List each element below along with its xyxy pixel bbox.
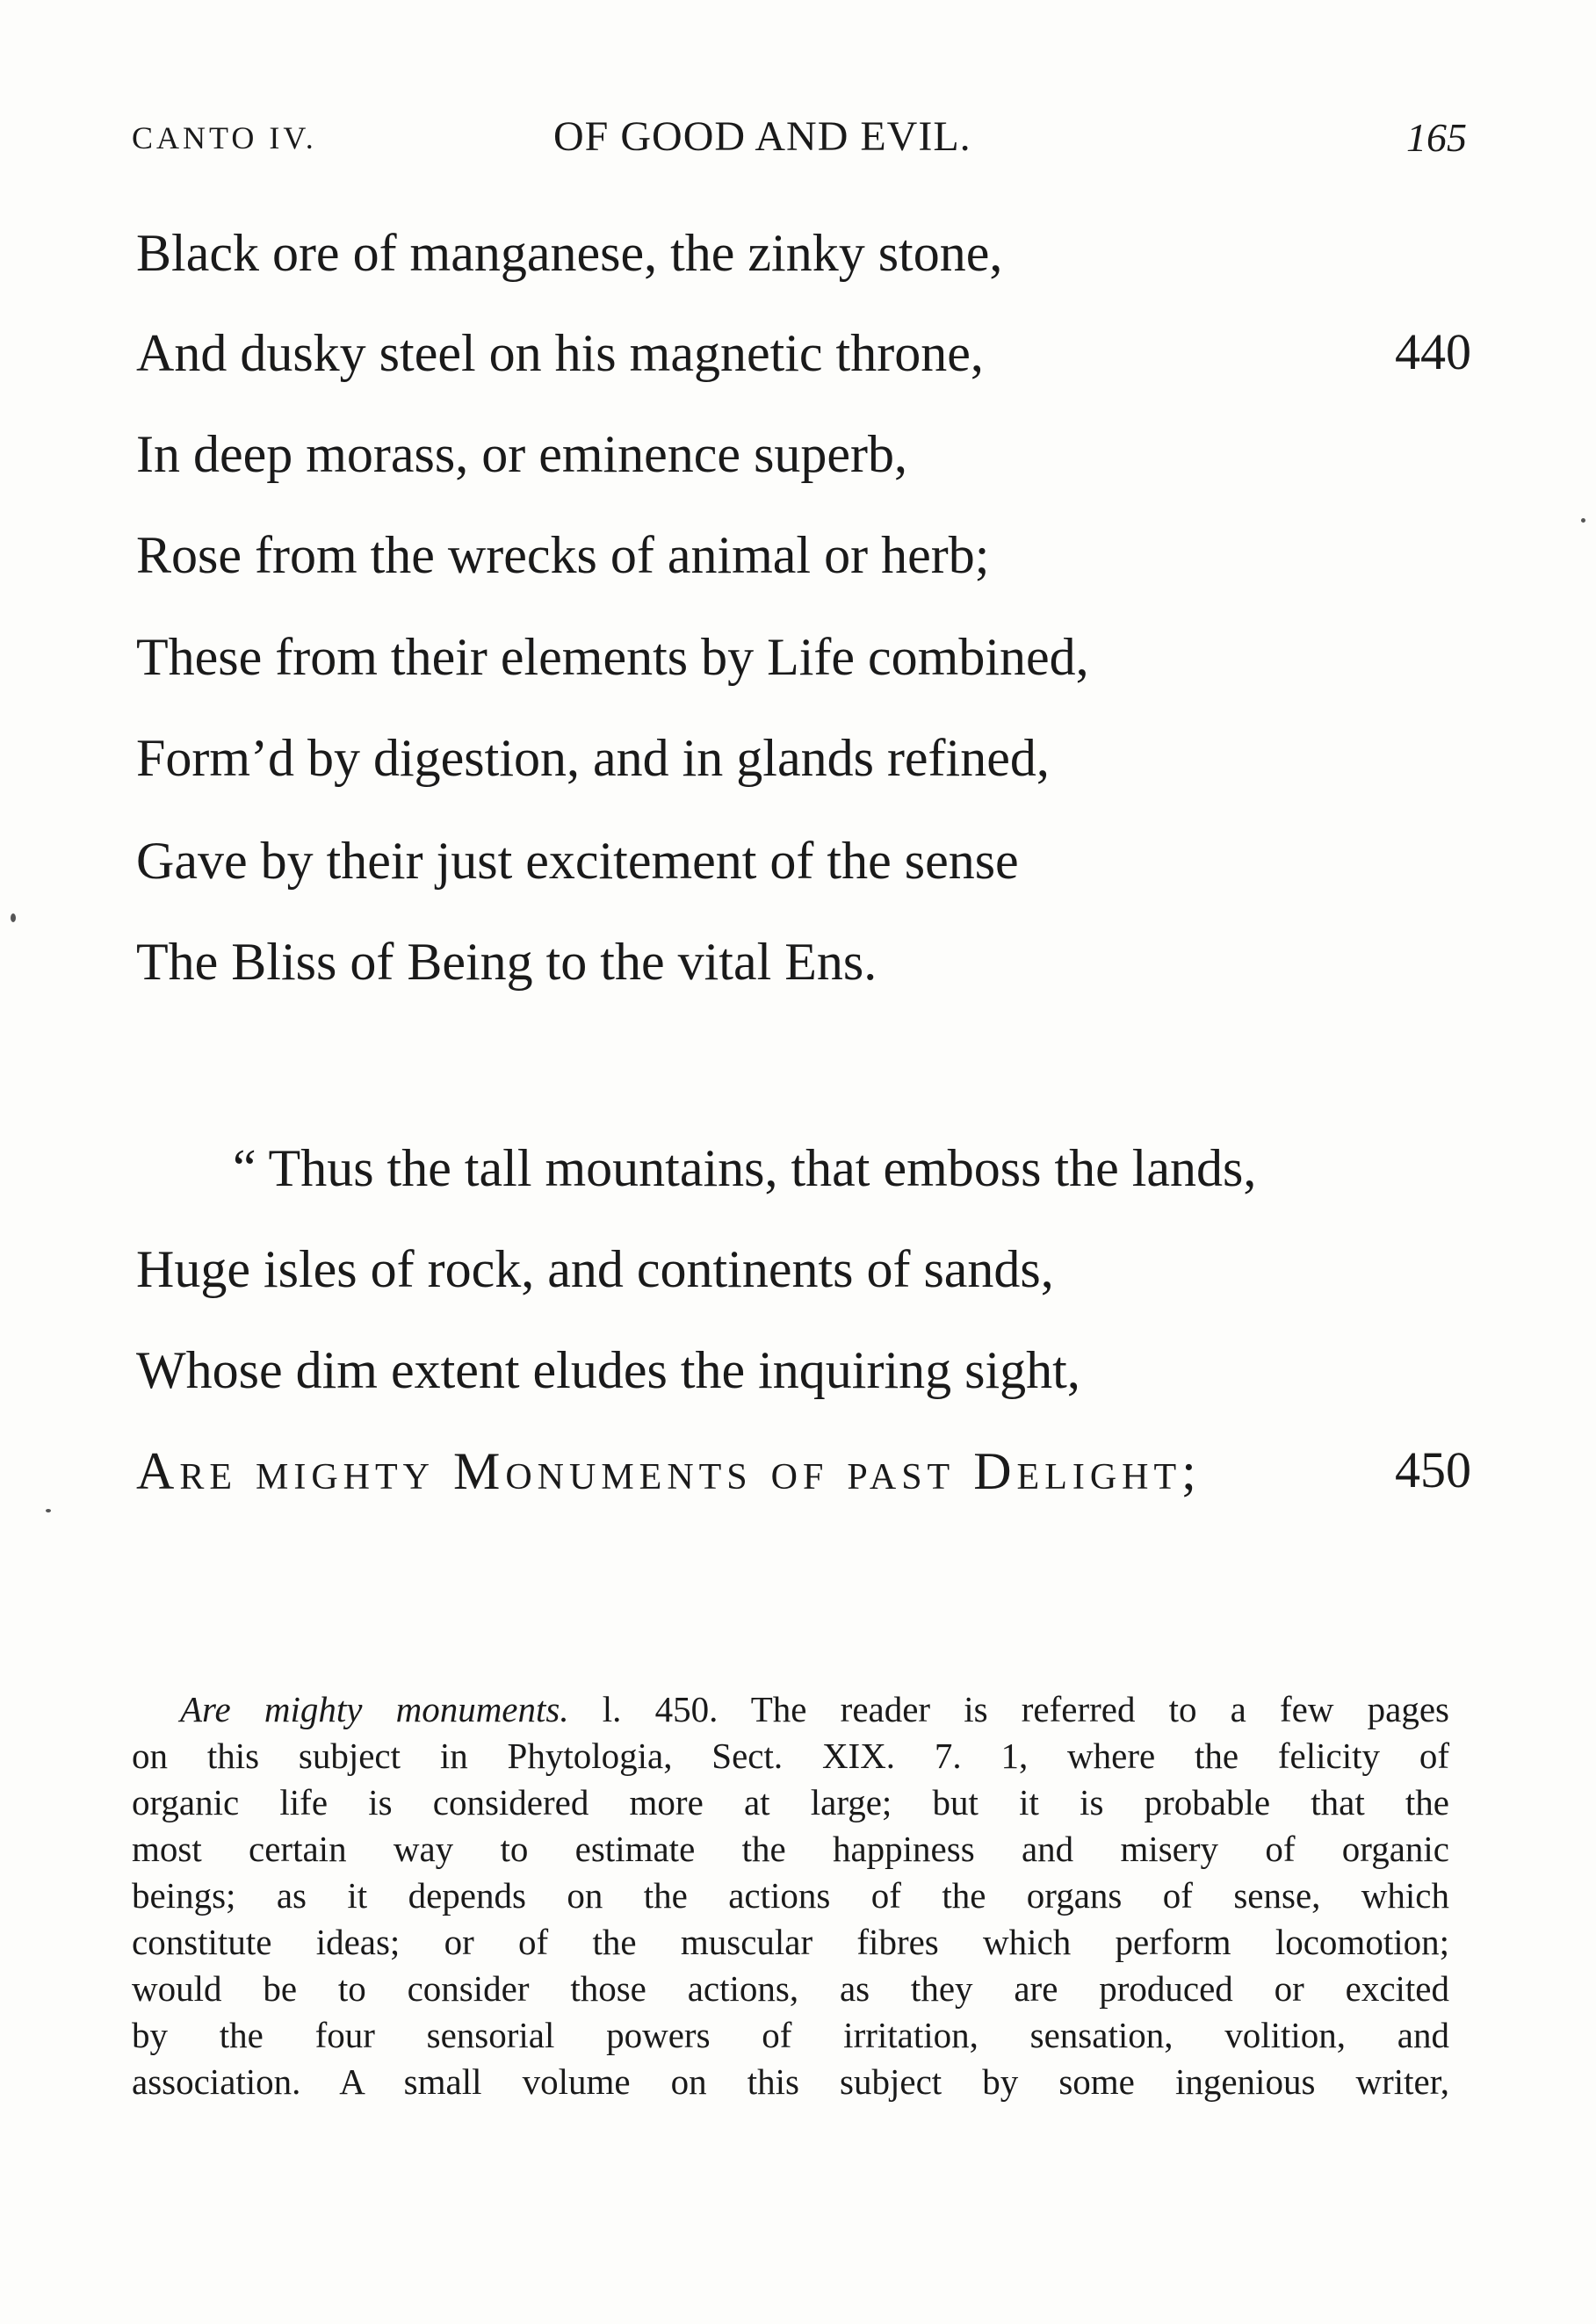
verse-text: Are mighty Monuments of past Delight; xyxy=(136,1442,1202,1500)
verse-line xyxy=(136,1240,1471,1298)
verse-text: Black ore of manganese, the zinky stone, xyxy=(136,224,1003,282)
paper-speck xyxy=(46,1509,51,1512)
verse-text: Huge isles of rock, and continents of sands, xyxy=(136,1240,1054,1298)
footnote-line: association. A small volume on this subject by some ingenious writer, xyxy=(132,2061,1449,2102)
canto-label: CANTO IV. xyxy=(132,120,317,155)
footnote-line xyxy=(132,1686,1449,1733)
footnote-line: would be to consider those actions, as they are produced or excited xyxy=(132,1968,1449,2009)
verse-line xyxy=(136,832,1471,890)
verse-text: These from their elements by Life combined, xyxy=(136,628,1089,686)
verse-text: And dusky steel on his magnetic throne, xyxy=(136,324,984,382)
verse-line xyxy=(136,323,1471,382)
verse-line xyxy=(136,224,1471,282)
footnote-line: by the four sensorial powers of irritation, sensation, volition, and xyxy=(132,2015,1449,2055)
verse-line xyxy=(136,1139,1471,1197)
verse-line xyxy=(136,628,1471,686)
verse-text: Rose from the wrecks of animal or herb; xyxy=(136,526,990,584)
paper-speck xyxy=(1581,518,1585,523)
footnote-lemma: Are mighty monuments. xyxy=(180,1689,569,1729)
verse-text: Form’d by digestion, and in glands refined, xyxy=(136,729,1050,787)
running-header xyxy=(132,112,1467,165)
verse-text: Gave by their just excitement of the sense xyxy=(136,832,1019,890)
line-number: 440 xyxy=(1395,323,1471,380)
footnote-line: beings; as it depends on the actions of the organs of sense, which xyxy=(132,1875,1449,1916)
footnote-line: organic life is considered more at large; but it is probable that the xyxy=(132,1782,1449,1822)
footnote-line: on this subject in Phytologia, Sect. XIX. 7. 1, where the felicity of xyxy=(132,1736,1449,1776)
paper-speck xyxy=(11,913,16,922)
page-title: OF GOOD AND EVIL. xyxy=(553,113,971,160)
verse-text: In deep morass, or eminence superb, xyxy=(136,425,908,483)
footnote-text: l. 450. The reader is referred to a few pages xyxy=(602,1689,1450,1729)
verse-line xyxy=(136,526,1471,584)
verse-line xyxy=(136,933,1471,991)
verse-line xyxy=(136,1441,1471,1500)
verse-text: The Bliss of Being to the vital Ens. xyxy=(136,933,877,991)
line-number: 450 xyxy=(1395,1441,1471,1498)
footnote xyxy=(132,1686,1449,2105)
verse-text: “ Thus the tall mountains, that emboss the lands, xyxy=(233,1139,1257,1197)
verse-line xyxy=(136,1341,1471,1399)
page-number: 165 xyxy=(1406,115,1467,160)
verse-line xyxy=(136,425,1471,483)
footnote-line: most certain way to estimate the happiness and misery of organic xyxy=(132,1829,1449,1869)
footnote-line: constitute ideas; or of the muscular fibres which perform locomotion; xyxy=(132,1922,1449,1962)
verse-text: Whose dim extent eludes the inquiring sight, xyxy=(136,1341,1080,1399)
verse-line xyxy=(136,729,1471,787)
